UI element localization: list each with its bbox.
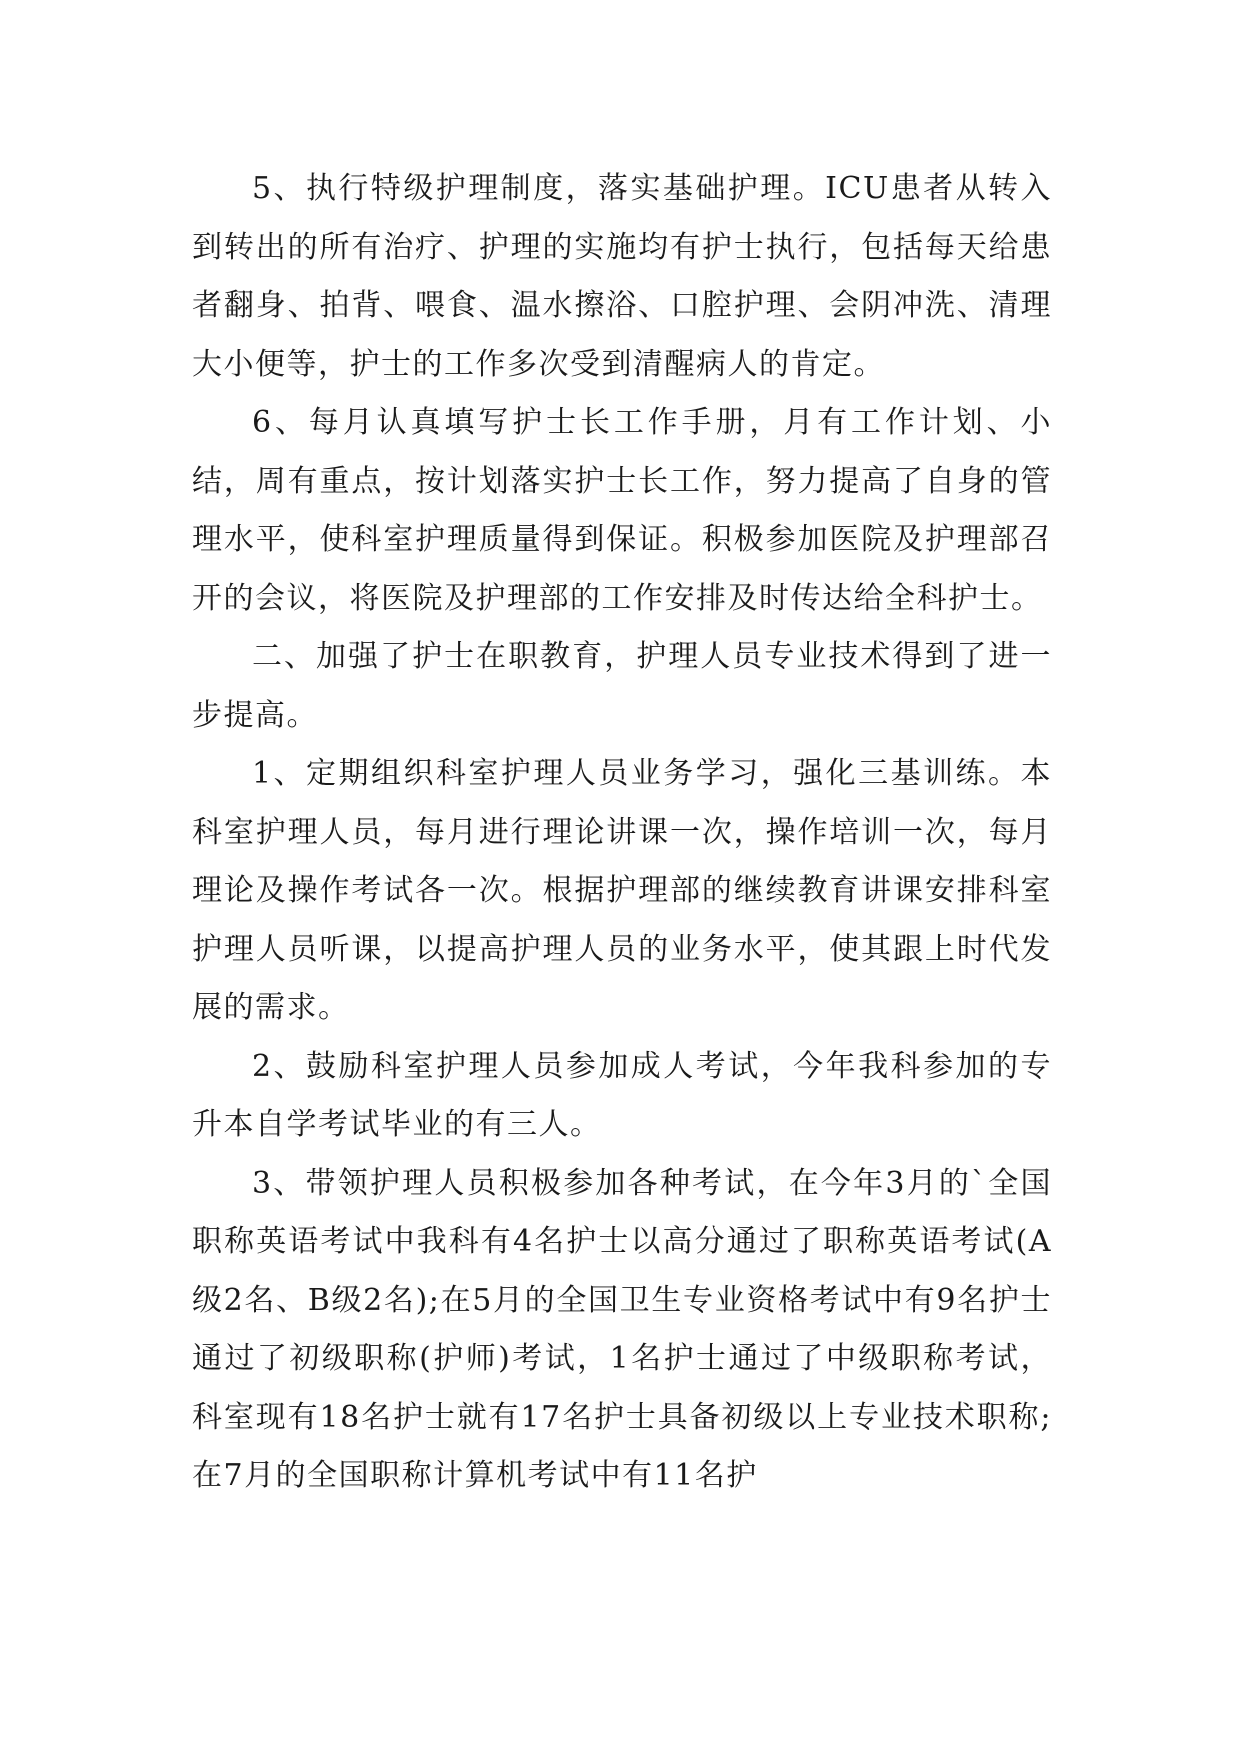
paragraph-2: 6、每月认真填写护士长工作手册，月有工作计划、小结，周有重点，按计划落实护士长工作，努力提高了自身的管理水平，使科室护理质量得到保证。积极参加医院及护理部召开的会议，将医院及护理部的工作安排及时传达给全科护士。	[192, 405, 1052, 616]
paragraph-1: 5、执行特级护理制度，落实基础护理。ICU患者从转入到转出的所有治疗、护理的实施均有护士执行，包括每天给患者翻身、拍背、喂食、温水擦浴、口腔护理、会阴冲洗、清理大小便等，护士的工作多次受到清醒病人的肯定。	[192, 171, 1052, 382]
paragraph-3: 二、加强了护士在职教育，护理人员专业技术得到了进一步提高。	[192, 639, 1052, 733]
document-body	[192, 160, 1052, 1506]
paragraph-6: 3、带领护理人员积极参加各种考试，在今年3月的`全国职称英语考试中我科有4名护士以高分通过了职称英语考试(A级2名、B级2名);在5月的全国卫生专业资格考试中有9名护士通过了初级职称(护师)考试，1名护士通过了中级职称考试，科室现有18名护士就有17名护士具备初级以上专业技术职称;在7月的全国职称计算机考试中有11名护	[192, 1165, 1052, 1493]
paragraph-5: 2、鼓励科室护理人员参加成人考试，今年我科参加的专升本自学考试毕业的有三人。	[192, 1048, 1052, 1142]
paragraph-4: 1、定期组织科室护理人员业务学习，强化三基训练。本科室护理人员，每月进行理论讲课一次，操作培训一次，每月理论及操作考试各一次。根据护理部的继续教育讲课安排科室护理人员听课，以提高护理人员的业务水平，使其跟上时代发展的需求。	[192, 756, 1052, 1025]
